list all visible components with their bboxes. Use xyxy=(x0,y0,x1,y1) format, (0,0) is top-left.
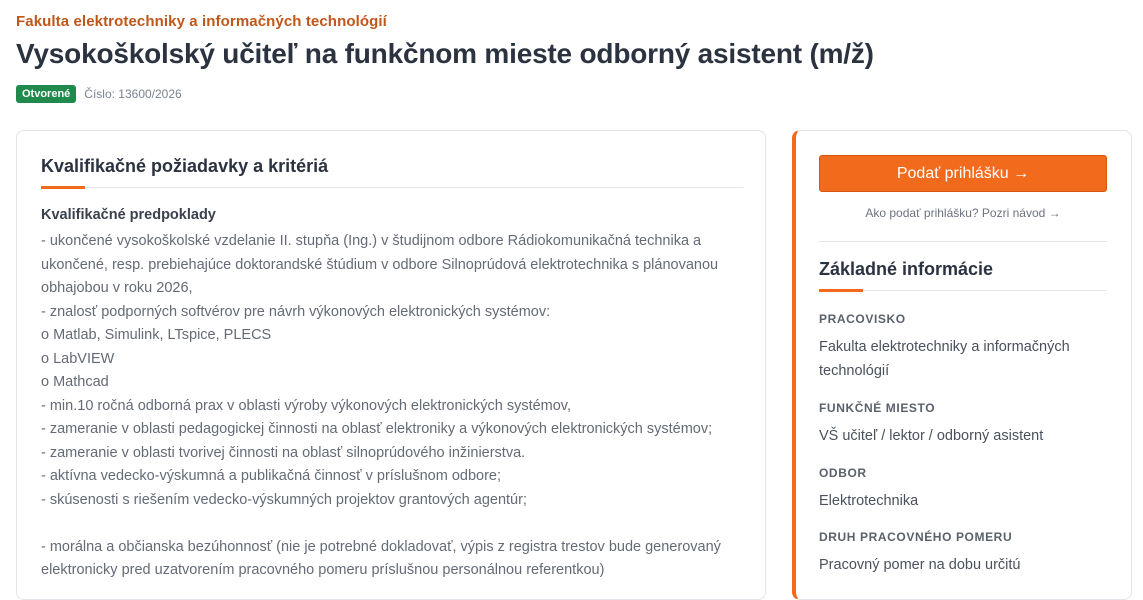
requirement-line: - aktívna vedecko-výskumná a publikačná činnosť v príslušnom odbore; xyxy=(41,468,501,484)
requirement-line: o Matlab, Simulink, LTspice, PLECS xyxy=(41,327,272,343)
sidebar-card xyxy=(792,130,1132,600)
info-accent-bar xyxy=(819,289,863,292)
requirements-section-title: Kvalifikačné požiadavky a kritériá xyxy=(41,156,329,176)
requirement-line: - min.10 ročná odborná prax v oblasti výroby výkonových elektronických systémov, xyxy=(41,397,572,414)
section-divider xyxy=(41,187,743,188)
apply-button[interactable]: Podať prihlášku → xyxy=(819,155,1107,192)
basic-info-title: Základné informácie xyxy=(819,259,994,279)
requirement-line: o LabVIEW xyxy=(41,350,115,367)
meta-row xyxy=(16,85,182,103)
info-label-field: ODBOR xyxy=(819,466,867,480)
requirement-line: o Mathcad xyxy=(41,374,109,390)
requirement-line: ukončené, resp. prebiehajúce doktorandské štúdium v odbore Silnoprúdová elektrotechnika s plánovanou xyxy=(41,256,719,273)
requirements-list xyxy=(41,230,751,583)
section-accent-bar xyxy=(41,186,85,189)
requirement-line: - zameranie v oblasti tvorivej činnosti na oblasť silnoprúdového inžinierstva. xyxy=(41,444,526,461)
position-number: Číslo: 13600/2026 xyxy=(84,87,182,101)
status-badge: Otvorené xyxy=(16,85,76,103)
requirements-card xyxy=(16,130,766,600)
qualifications-subtitle: Kvalifikačné predpoklady xyxy=(41,207,216,223)
info-value-workplace: Fakulta elektrotechniky a informačných technológií xyxy=(819,339,1070,379)
requirement-line xyxy=(41,512,751,536)
requirement-line: obhajobou v roku 2026, xyxy=(41,280,193,296)
requirement-line: elektronicky pred uzatvorením pracovného pomeru príslušnou personálnou referentkou) xyxy=(41,562,605,578)
info-value-position: VŠ učiteľ / lektor / odborný asistent xyxy=(819,428,1044,444)
sidebar-divider xyxy=(819,241,1107,242)
info-value-employment-type: Pracovný pomer na dobu určitú xyxy=(819,557,1021,573)
requirement-line: - skúsenosti s riešením vedecko-výskumných projektov grantových agentúr; xyxy=(41,491,527,508)
faculty-name: Fakulta elektrotechniky a informačných technológií xyxy=(16,13,387,30)
requirement-line: - zameranie v oblasti pedagogickej činnosti na oblasť elektroniky a výkonových elektronických systémov; xyxy=(41,421,713,437)
requirement-line: - ukončené vysokoškolské vzdelanie II. stupňa (Ing.) v študijnom odbore Rádiokomunikačná technika a xyxy=(41,233,702,249)
info-label-employment-type: DRUH PRACOVNÉHO POMERU xyxy=(819,530,1013,544)
info-value-field: Elektrotechnika xyxy=(819,493,919,509)
info-label-workplace: PRACOVISKO xyxy=(819,312,906,326)
howto-link[interactable]: Ako podať prihlášku? Pozri návod → xyxy=(865,206,1061,220)
requirement-line: - morálna a občianska bezúhonnosť (nie je potrebné dokladovať, výpis z registra trestov bude generovaný xyxy=(41,538,721,555)
requirement-line: - znalosť podporných softvérov pre návrh výkonových elektronických systémov: xyxy=(41,303,551,320)
info-label-position: FUNKČNÉ MIESTO xyxy=(819,401,936,415)
page-title: Vysokoškolský učiteľ na funkčnom mieste odborný asistent (m/ž) xyxy=(16,38,874,69)
